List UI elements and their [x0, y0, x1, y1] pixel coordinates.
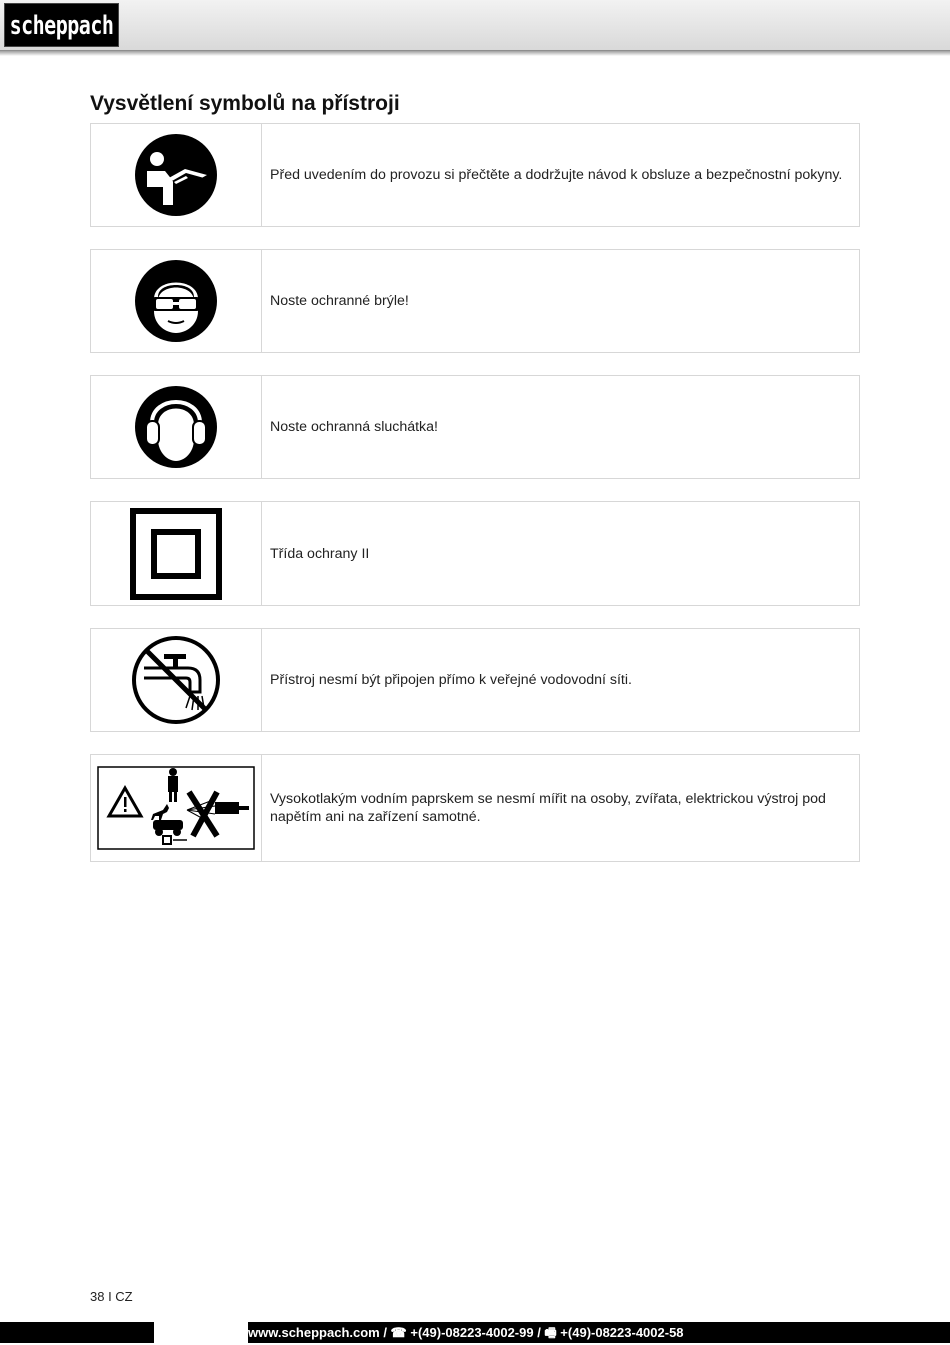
- header-shadow: [0, 50, 950, 56]
- symbol-text: Přístroj nesmí být připojen přímo k veřejné vodovodní síti.: [270, 672, 632, 688]
- symbol-icon-cell: [91, 376, 262, 478]
- symbol-text: Noste ochranná sluchátka!: [270, 419, 438, 435]
- symbol-icon-cell: [91, 502, 262, 605]
- read-manual-icon: [134, 133, 218, 217]
- no-water-mains-icon: [130, 634, 222, 726]
- ear-protection-icon: [134, 385, 218, 469]
- page-title: Vysvětlení symbolů na přístroji: [90, 92, 400, 115]
- brand-logo-text: scheppach: [9, 9, 114, 41]
- symbol-row-protection-class-2: [90, 501, 860, 606]
- protection-class-2-icon: [130, 508, 222, 600]
- symbol-text: Vysokotlakým vodním paprskem se nesmí mířit na osoby, zvířata, elektrickou výstroj pod napětím ani na zařízení samotné.: [270, 791, 826, 825]
- symbol-row-read-manual: [90, 123, 860, 227]
- header-bar: [0, 0, 950, 51]
- symbol-row-ear-protection: [90, 375, 860, 479]
- symbol-icon-cell: [91, 755, 262, 861]
- symbol-row-no-spray: [90, 754, 860, 862]
- symbol-text: Noste ochranné brýle!: [270, 293, 409, 309]
- symbol-row-no-water-mains: [90, 628, 860, 732]
- symbol-text: Třída ochrany II: [270, 545, 370, 562]
- safety-goggles-icon: [134, 259, 218, 343]
- no-spray-people-animals-icon: [97, 766, 255, 850]
- symbol-icon-cell: [91, 124, 262, 226]
- symbol-icon-cell: [91, 250, 262, 352]
- brand-logo: [4, 3, 119, 47]
- footer-gap: [154, 1322, 248, 1343]
- symbol-icon-cell: [91, 629, 262, 731]
- page-number: 38 I CZ: [90, 1289, 133, 1304]
- symbol-text: Před uvedením do provozu si přečtěte a dodržujte návod k obsluze a bezpečnostní pokyny.: [270, 167, 843, 183]
- symbol-row-safety-goggles: [90, 249, 860, 353]
- footer-contact: [248, 1322, 796, 1343]
- footer-contact-text: www.scheppach.com / ☎ +(49)-08223-4002-99 / 🖷 +(49)-08223-4002-58: [248, 1325, 684, 1340]
